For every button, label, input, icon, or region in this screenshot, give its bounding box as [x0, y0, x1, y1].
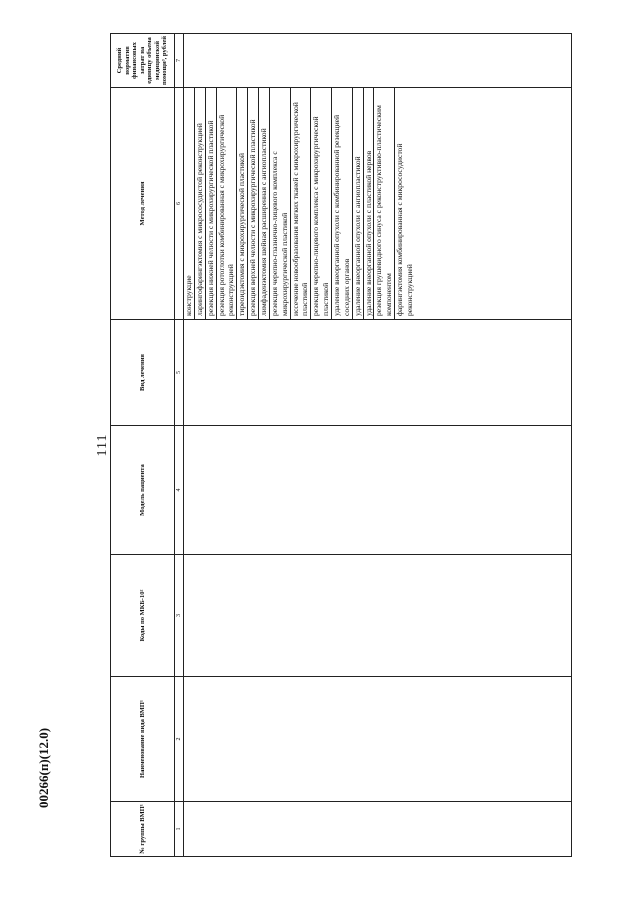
- treatment-method-item: резекция черепно-лицевого комплекса с микрохирургической пластикой: [311, 88, 332, 319]
- column-number: 6: [175, 87, 183, 319]
- header-cost-standard: Средний норматив финансовых затрат на единицу объема медицинской помощи³, рублей: [116, 36, 169, 85]
- document-code: 00266(п)(12.0): [36, 727, 51, 808]
- header-treatment-method: Метод лечения: [111, 87, 174, 319]
- header-treatment-type: Вид лечения: [111, 319, 174, 425]
- treatment-method-item: тиреоидэктомия с микрохирургической пластикой: [237, 88, 248, 319]
- treatment-method-item: резекция грушевидного синуса с реконструктивно-пластическим компонентом: [374, 88, 395, 319]
- cost-standard-cell: [184, 34, 571, 87]
- page-number: 111: [95, 433, 110, 457]
- vmp-name-cell: [184, 676, 571, 801]
- group-number-cell: [184, 801, 571, 856]
- treatment-method-item: ларингофарингэктомия с микрососудистой реконструкцией: [195, 88, 206, 319]
- treatment-method-item: иссечение новообразования мягких тканей с микрохирургической пластикой: [291, 88, 312, 319]
- treatment-method-item: фарингэктомия комбинированная с микрососудистой реконструкцией: [395, 143, 415, 316]
- treatment-method-list: [184, 87, 571, 319]
- treatment-method-item: удаление внеорганной опухоли с ангиопластикой: [353, 88, 364, 319]
- column-number: 1: [175, 801, 183, 856]
- treatment-method-item: удаление внеорганной опухоли с комбинированной резекцией соседних органов: [332, 88, 353, 319]
- table-body-row: [184, 34, 571, 856]
- header-group-number: № группы ВМП¹: [111, 801, 174, 856]
- treatment-method-item: резекция черепно-глазнично-лицевого комплекса с микрохирургической пластикой: [270, 88, 291, 319]
- column-number: 7: [176, 59, 182, 62]
- patient-model-cell: [184, 425, 571, 554]
- icd-codes-cell: [184, 554, 571, 676]
- treatment-method-item: резекция нижней челюсти с микрохирургической пластикой: [206, 88, 217, 319]
- treatment-method-item: конструкцие: [184, 88, 195, 319]
- header-patient-model: Модель пациента: [111, 425, 174, 554]
- header-vmp-name: Наименование вида ВМП¹: [111, 676, 174, 801]
- column-number: 4: [175, 425, 183, 554]
- treatment-method-item: лимфаденэктомия шейная расширенная с ангиопластикой: [259, 88, 270, 319]
- treatment-table: [110, 33, 572, 857]
- table-header-row: [111, 34, 175, 856]
- treatment-method-item: резекция верхней челюсти с микрохирургической пластикой: [248, 88, 259, 319]
- treatment-method-item: резекция ротоглотки комбинированная с микрохирургической реконструкцией: [217, 88, 238, 319]
- treatment-type-cell: [184, 319, 571, 425]
- column-number: 2: [175, 676, 183, 801]
- column-number: 3: [175, 554, 183, 676]
- column-number: 5: [175, 319, 183, 425]
- column-number-row: [175, 34, 184, 856]
- header-icd-codes: Коды по МКБ-10²: [111, 554, 174, 676]
- treatment-method-item: удаление внеорганной опухоли с пластикой нервов: [364, 88, 375, 319]
